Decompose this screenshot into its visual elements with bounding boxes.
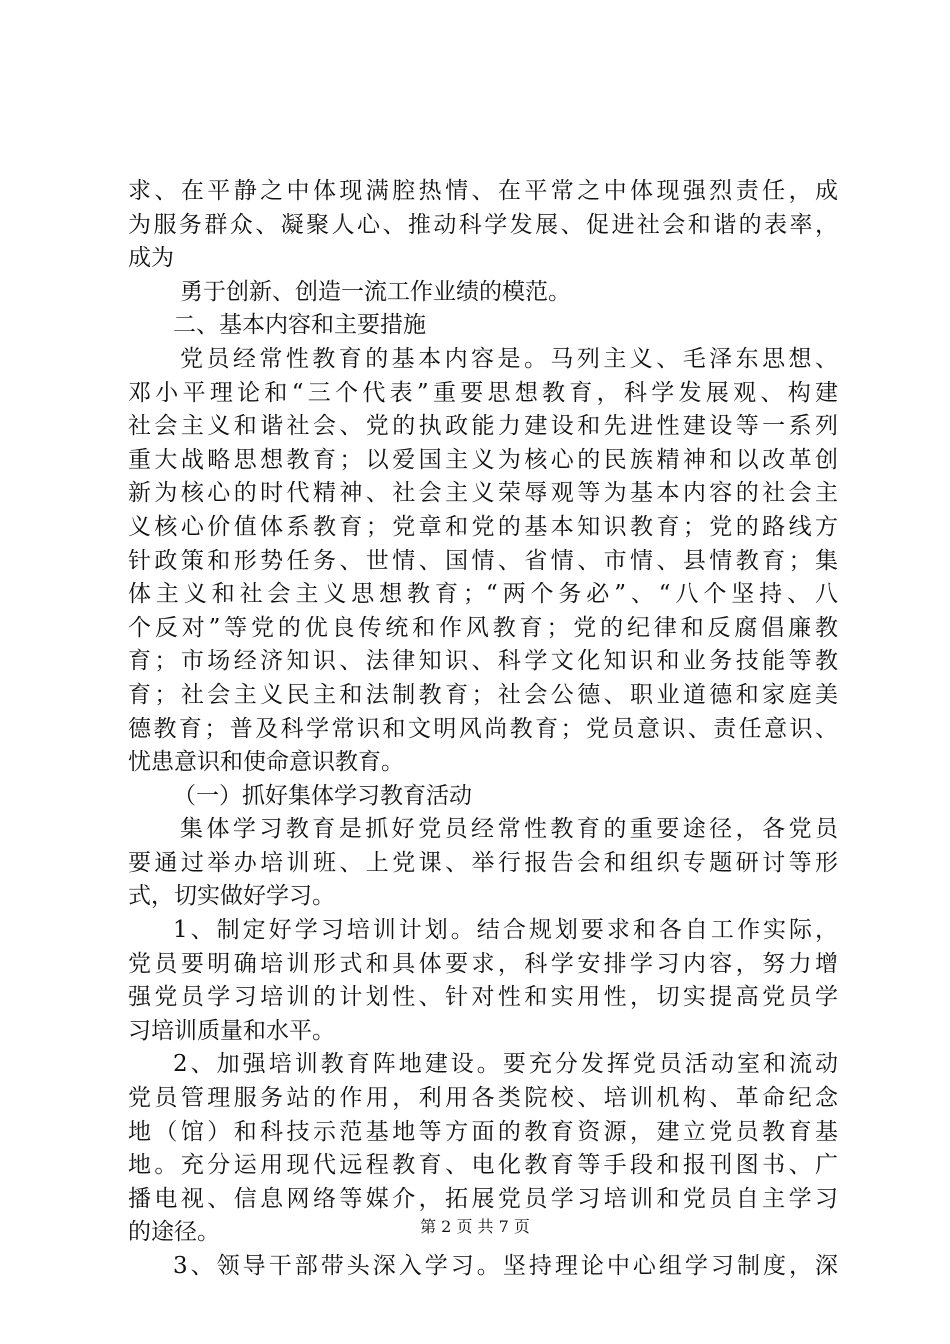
text-line: 新为核心的时代精神、社会主义荣辱观等为基本内容的社会主 <box>128 480 838 507</box>
text-line: 为服务群众、凝聚人心、推动科学发展、促进社会和谐的表率， <box>128 211 838 238</box>
text-line: 勇于创新、创造一流工作业绩的模范。 <box>180 278 571 305</box>
text-line: 强党员学习培训的计划性、针对性和实用性，切实提高党员学 <box>128 984 838 1011</box>
text-line: 1、制定好学习培训计划。结合规划要求和各自工作实际， <box>173 917 838 944</box>
text-line: 社会主义和谐社会、党的执政能力建设和先进性建设等一系列 <box>128 413 838 440</box>
subsection-heading: （一）抓好集体学习教育活动 <box>173 782 472 809</box>
text-line: 地（馆）和科技示范基地等方面的教育资源，建立党员教育基 <box>128 1118 838 1145</box>
text-line: 党员经常性教育的基本内容是。马列主义、毛泽东思想、 <box>180 345 838 372</box>
text-line: 育；市场经济知识、法律知识、科学文化知识和业务技能等教 <box>128 648 838 675</box>
text-line: 忧患意识和使命意识教育。 <box>128 749 404 776</box>
text-line: 党员要明确培训形式和具体要求，科学安排学习内容，努力增 <box>128 950 838 977</box>
body-text <box>128 175 838 1284</box>
text-line: 要通过举办培训班、上党课、举行报告会和组织专题研讨等形 <box>128 849 838 876</box>
text-line: 个反对”等党的优良传统和作风教育；党的纪律和反腐倡廉教 <box>128 614 838 641</box>
text-line: 针政策和形势任务、世情、国情、省情、市情、县情教育；集 <box>128 547 838 574</box>
text-line: 习培训质量和水平。 <box>128 1017 335 1044</box>
text-line: 育；社会主义民主和法制教育；社会公德、职业道德和家庭美 <box>128 681 838 708</box>
text-line: 重大战略思想教育；以爱国主义为核心的民族精神和以改革创 <box>128 446 838 473</box>
text-line: 党员管理服务站的作用，利用各类院校、培训机构、革命纪念 <box>128 1085 838 1112</box>
text-line: 2、加强培训教育阵地建设。要充分发挥党员活动室和流动 <box>173 1051 838 1078</box>
text-line: 式，切实做好学习。 <box>128 883 335 910</box>
text-line: 邓小平理论和“三个代表”重要思想教育，科学发展观、构建 <box>128 379 838 406</box>
text-line: 义核心价值体系教育；党章和党的基本知识教育；党的路线方 <box>128 513 838 540</box>
text-line: 体主义和社会主义思想教育；“两个务必”、“八个坚持、八 <box>128 581 838 608</box>
section-heading: 二、基本内容和主要措施 <box>173 312 426 339</box>
page-number-footer: 第 2 页 共 7 页 <box>420 1217 530 1236</box>
text-line: 地。充分运用现代远程教育、电化教育等手段和报刊图书、广 <box>128 1152 838 1179</box>
text-line: 集体学习教育是抓好党员经常性教育的重要途径，各党员 <box>180 816 838 843</box>
text-line: 的途径。 <box>128 1219 220 1246</box>
text-line: 3、领导干部带头深入学习。坚持理论中心组学习制度，深 <box>173 1253 838 1279</box>
text-line: 德教育；普及科学常识和文明风尚教育；党员意识、责任意识、 <box>128 715 838 742</box>
text-line: 求、在平静之中体现满腔热情、在平常之中体现强烈责任，成 <box>128 178 838 204</box>
text-line: 成为 <box>128 245 174 272</box>
text-line: 播电视、信息网络等媒介，拓展党员学习培训和党员自主学习 <box>128 1185 838 1212</box>
